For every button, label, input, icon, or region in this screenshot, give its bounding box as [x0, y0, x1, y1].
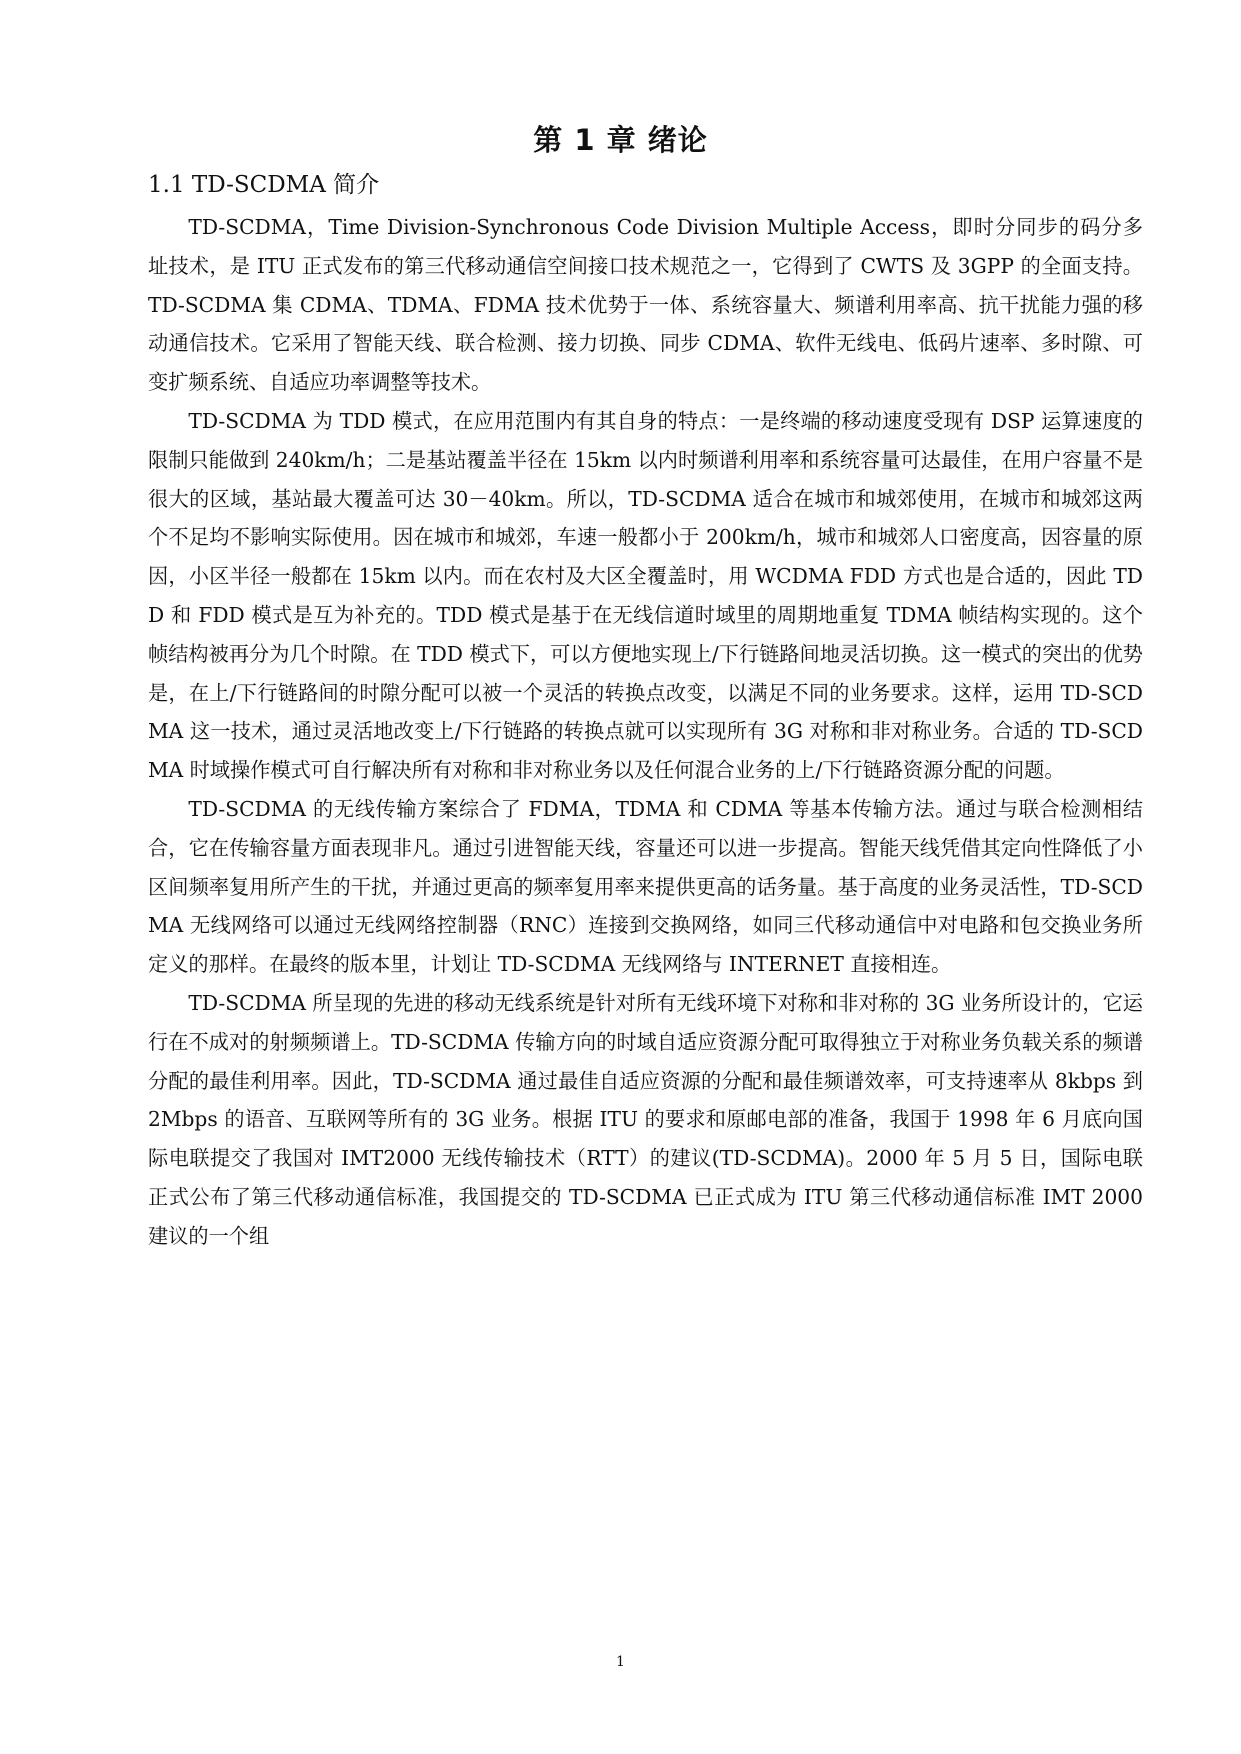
- section-heading: 1.1 TD-SCDMA 简介: [148, 172, 380, 198]
- paragraph-4: TD-SCDMA 所呈现的先进的移动无线系统是针对所有无线环境下对称和非对称的 3G 业务所设计的，它运行在不成对的射频频谱上。TD-SCDMA 传输方向的时域自适应资源分配可取得独立于对称业务负载关系的频谱分配的最佳利用率。因此，TD-SCDMA 通过最佳自适应资源的分配和最佳频谱效率，可支持速率从 8kbps 到 2Mbps 的语音、互联网等所有的 3G 业务。根据 ITU 的要求和原邮电部的准备，我国于 1998 年 6 月底向国际电联提交了我国对 IMT2000 无线传输技术（RTT）的建议(TD-SCDMA)。2000 年 5 月 5 日，国际电联正式公布了第三代移动通信标准，我国提交的 TD-SCDMA 已正式成为 ITU 第三代移动通信标准 IMT 2000 建议的一个组: [148, 990, 1143, 1248]
- paragraph-1: TD-SCDMA，Time Division-Synchronous Code Division Multiple Access，即时分同步的码分多址技术，是 ITU 正式发布的第三代移动通信空间接口技术规范之一，它得到了 CWTS 及 3GPP 的全面支持。TD-SCDMA 集 CDMA、TDMA、FDMA 技术优势于一体、系统容量大、频谱利用率高、抗干扰能力强的移动通信技术。它采用了智能天线、联合检测、接力切换、同步 CDMA、软件无线电、低码片速率、多时隙、可变扩频系统、自适应功率调整等技术。: [148, 215, 1143, 395]
- body-text: [148, 208, 1143, 1256]
- paragraph-3: TD-SCDMA 的无线传输方案综合了 FDMA，TDMA 和 CDMA 等基本传输方法。通过与联合检测相结合，它在传输容量方面表现非凡。通过引进智能天线，容量还可以进一步提高。智能天线凭借其定向性降低了小区间频率复用所产生的干扰，并通过更高的频率复用率来提供更高的话务量。基于高度的业务灵活性，TD-SCDMA 无线网络可以通过无线网络控制器（RNC）连接到交换网络，如同三代移动通信中对电路和包交换业务所定义的那样。在最终的版本里，计划让 TD-SCDMA 无线网络与 INTERNET 直接相连。: [148, 796, 1143, 977]
- page-number: 1: [616, 1654, 625, 1670]
- paragraph-2: TD-SCDMA 为 TDD 模式，在应用范围内有其自身的特点：一是终端的移动速度受现有 DSP 运算速度的限制只能做到 240km/h；二是基站覆盖半径在 15km 以内时频谱利用率和系统容量可达最佳，在用户容量不是很大的区域，基站最大覆盖可达 30－40km。所以，TD-SCDMA 适合在城市和城郊使用，在城市和城郊这两个不足均不影响实际使用。因在城市和城郊，车速一般都小于 200km/h，城市和城郊人口密度高，因容量的原因，小区半径一般都在 15km 以内。而在农村及大区全覆盖时，用 WCDMA FDD 方式也是合适的，因此 TDD 和 FDD 模式是互为补充的。TDD 模式是基于在无线信道时域里的周期地重复 TDMA 帧结构实现的。这个帧结构被再分为几个时隙。在 TDD 模式下，可以方便地实现上/下行链路间地灵活切换。这一模式的突出的优势是，在上/下行链路间的时隙分配可以被一个灵活的转换点改变，以满足不同的业务要求。这样，运用 TD-SCDMA 这一技术，通过灵活地改变上/下行链路的转换点就可以实现所有 3G 对称和非对称业务。合适的 TD-SCDMA 时域操作模式可自行解决所有对称和非对称业务以及任何混合业务的上/下行链路资源分配的问题。: [148, 408, 1143, 783]
- chapter-title: 第 1 章 绪论: [533, 123, 708, 157]
